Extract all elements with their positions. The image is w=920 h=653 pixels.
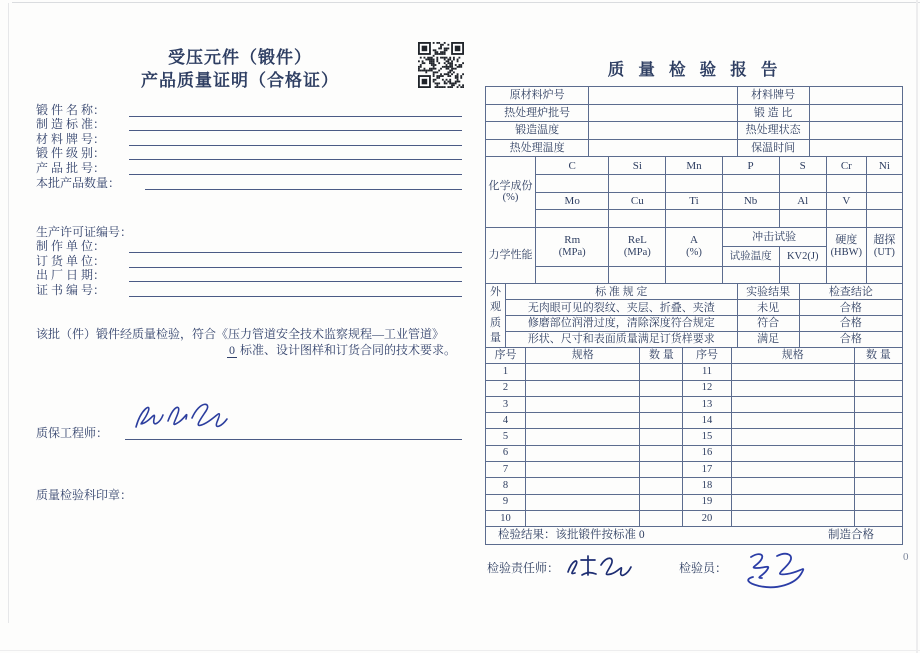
blank-cell — [640, 364, 683, 380]
serial-number: 11 — [683, 364, 731, 380]
blank-cell — [526, 429, 640, 445]
seal-label: 质量检验科印章： — [36, 488, 133, 502]
appearance-row — [486, 332, 903, 348]
blank-cell — [526, 413, 640, 429]
statement-line2-text: 标准、设计图样和订货合同的技术要求。 — [236, 342, 456, 357]
blank-cell — [731, 461, 854, 477]
serial-number: 20 — [683, 510, 731, 526]
field-row — [36, 239, 462, 254]
blank-cell — [536, 266, 609, 284]
field-row — [36, 268, 462, 283]
field-label: 出 厂 日 期： — [36, 268, 106, 283]
appearance-standard: 形状、尺寸和表面质量满足订货样要求 — [506, 332, 738, 348]
qa-engineer-label: 质保工程师： — [36, 426, 109, 440]
blank-cell — [826, 210, 866, 228]
chem-element: P — [722, 157, 779, 175]
blank-cell — [854, 364, 902, 380]
blank-cell — [589, 87, 737, 105]
blank-cell — [854, 396, 902, 412]
manufacture-conclusion: 制造合格 — [828, 528, 874, 541]
chem-element: S — [779, 157, 826, 175]
blank-cell — [731, 494, 854, 510]
blank-cell — [866, 266, 902, 284]
blank-cell — [526, 461, 640, 477]
certificate-title — [30, 46, 450, 92]
chem-element: Mo — [536, 192, 609, 210]
mech-col-title: 硬度 — [835, 234, 858, 247]
impact-temp-header: 试验温度 — [722, 247, 779, 267]
blank-cell — [666, 266, 722, 284]
chem-element: Ti — [666, 192, 722, 210]
qr-code-icon — [418, 42, 464, 88]
serial-col-header: 序号 — [683, 347, 731, 363]
chemistry-value-row — [486, 210, 903, 228]
field-row — [36, 146, 462, 161]
serial-header-row — [486, 347, 903, 363]
blank-cell — [854, 413, 902, 429]
chemistry-label-unit: (%) — [502, 192, 519, 204]
blank-cell — [809, 87, 902, 105]
serial-number: 12 — [683, 380, 731, 396]
chem-element: V — [826, 192, 866, 210]
vertical-label-char: 外 — [490, 285, 502, 298]
info-label: 保温时间 — [737, 139, 809, 157]
blank-cell — [640, 429, 683, 445]
info-row — [486, 87, 903, 105]
appearance-header-row — [486, 284, 903, 300]
stray-scan-mark: 0 — [903, 551, 909, 563]
serial-number: 17 — [683, 461, 731, 477]
blank-cell — [589, 139, 737, 157]
blank-cell — [722, 174, 779, 192]
vertical-label-char: 质 — [490, 316, 502, 329]
blank-cell — [731, 380, 854, 396]
field-label: 制 作 单 位： — [36, 239, 106, 254]
appearance-std-header: 标 准 规 定 — [506, 284, 738, 300]
serial-number: 8 — [486, 478, 526, 494]
impact-test-header: 冲击试验 — [722, 227, 826, 247]
blank-cell — [526, 396, 640, 412]
field-row — [36, 102, 462, 117]
blank-cell — [526, 445, 640, 461]
serial-number: 6 — [486, 445, 526, 461]
field-label: 制 造 标 准： — [36, 117, 106, 132]
field-blank-line — [129, 118, 462, 131]
info-row — [486, 122, 903, 140]
conformity-statement — [36, 327, 460, 359]
report-title: 质 量 检 验 报 告 — [607, 60, 783, 79]
vertical-label-char: 量 — [490, 332, 502, 345]
field-blank-line — [129, 284, 462, 297]
blank-cell — [826, 174, 866, 192]
mech-col-title: Rm — [564, 234, 581, 247]
qa-engineer-row — [36, 414, 462, 440]
field-row — [36, 253, 462, 268]
appearance-row — [486, 300, 903, 316]
blank-cell — [731, 478, 854, 494]
scan-edge — [8, 3, 9, 623]
blank-cell — [526, 494, 640, 510]
inspector-label: 检验责任师： — [487, 561, 560, 575]
mech-col-title: A — [689, 234, 698, 247]
appearance-standard: 无肉眼可见的裂纹、夹层、折叠、夹渣 — [506, 300, 738, 316]
inspection-result-text: 检验结果：该批锻件按标准 0 — [498, 528, 645, 541]
serial-col-header: 序号 — [486, 347, 526, 363]
blank-cell — [779, 174, 826, 192]
blank-cell — [779, 210, 826, 228]
appearance-section-label — [486, 284, 506, 348]
mech-col-unit: (MPa) — [623, 246, 651, 258]
mechanical-value-row — [486, 266, 903, 284]
blank-cell — [640, 413, 683, 429]
appearance-conclusion-header: 检查结论 — [799, 284, 902, 300]
serial-number: 14 — [683, 413, 731, 429]
info-label: 热处理炉批号 — [486, 104, 589, 122]
info-label: 热处理状态 — [737, 122, 809, 140]
blank-cell — [640, 494, 683, 510]
blank-cell — [640, 445, 683, 461]
blank-cell — [866, 174, 902, 192]
field-row — [36, 160, 462, 175]
serial-number: 10 — [486, 510, 526, 526]
mech-col-unit: (HBW) — [830, 246, 863, 258]
field-blank-line — [129, 104, 462, 117]
appearance-standard: 修磨部位润滑过度，清除深度符合规定 — [506, 316, 738, 332]
serial-number: 1 — [486, 364, 526, 380]
serial-col-header: 数 量 — [854, 347, 902, 363]
serial-row — [486, 364, 903, 380]
chem-element: Nb — [722, 192, 779, 210]
blank-cell — [536, 174, 609, 192]
chemistry-section-label — [486, 157, 536, 227]
blank-cell — [731, 364, 854, 380]
result-table — [485, 526, 903, 545]
forging-fields-group — [36, 102, 462, 190]
maker-fields-group — [36, 224, 462, 297]
blank-cell — [854, 380, 902, 396]
field-row — [36, 117, 462, 132]
mech-col-ut — [866, 227, 902, 266]
blank-cell — [809, 104, 902, 122]
serial-row — [486, 461, 903, 477]
mechanical-section-label: 力学性能 — [486, 227, 536, 284]
serial-row — [486, 510, 903, 526]
examiner-signature — [735, 549, 835, 595]
blank-cell — [640, 461, 683, 477]
appearance-conclusion: 合格 — [799, 300, 902, 316]
serial-row — [486, 413, 903, 429]
chemistry-label-text: 化学成份 — [488, 179, 533, 192]
scan-edge — [12, 2, 920, 3]
info-label: 锻造温度 — [486, 122, 589, 140]
chemistry-header-row — [486, 157, 903, 175]
appearance-result: 符合 — [737, 316, 799, 332]
mech-col-rel — [609, 227, 666, 266]
field-label: 锻 件 级 别： — [36, 146, 106, 161]
serial-row — [486, 478, 903, 494]
mech-col-a — [666, 227, 722, 266]
blank-cell — [526, 478, 640, 494]
serial-row — [486, 445, 903, 461]
appearance-quality-table — [485, 283, 903, 348]
field-blank-line — [129, 133, 462, 146]
serial-row — [486, 494, 903, 510]
serial-number: 5 — [486, 429, 526, 445]
statement-line1: 该批（件）锻件经质量检验，符合《压力管道安全技术监察规程—工业管道》 — [36, 327, 445, 341]
serial-number: 19 — [683, 494, 731, 510]
field-label: 订 货 单 位： — [36, 253, 106, 268]
mech-col-rm — [536, 227, 609, 266]
serial-row — [486, 396, 903, 412]
chem-element: Mn — [666, 157, 722, 175]
blank-cell — [589, 122, 737, 140]
serial-number: 2 — [486, 380, 526, 396]
chem-element — [866, 192, 902, 210]
chem-element: Si — [609, 157, 666, 175]
blank-cell — [731, 429, 854, 445]
blank-cell — [854, 494, 902, 510]
serial-number: 16 — [683, 445, 731, 461]
scan-edge — [0, 650, 920, 651]
blank-cell — [609, 174, 666, 192]
examiner-label: 检验员： — [679, 561, 728, 575]
blank-cell — [809, 139, 902, 157]
appearance-result-header: 实验结果 — [737, 284, 799, 300]
field-label: 产 品 批 号： — [36, 160, 106, 175]
report-footer — [487, 549, 907, 599]
blank-cell — [640, 478, 683, 494]
blank-cell — [809, 122, 902, 140]
blank-cell — [854, 429, 902, 445]
field-label: 材 料 牌 号： — [36, 131, 106, 146]
serial-row — [486, 380, 903, 396]
report-tables — [485, 86, 905, 545]
serial-row — [486, 429, 903, 445]
blank-cell — [526, 510, 640, 526]
field-row — [36, 224, 462, 239]
info-row — [486, 104, 903, 122]
field-label: 证 书 编 号： — [36, 282, 106, 297]
certificate-title-line2: 产品质量证明（合格证） — [141, 71, 339, 90]
mech-col-title: ReL — [627, 234, 647, 247]
blank-cell — [854, 461, 902, 477]
mechanical-header-row — [486, 227, 903, 247]
serial-number: 3 — [486, 396, 526, 412]
mech-col-unit: (%) — [686, 246, 702, 258]
blank-cell — [722, 210, 779, 228]
info-label: 原材料炉号 — [486, 87, 589, 105]
chem-element: Cu — [609, 192, 666, 210]
info-label: 材料牌号 — [737, 87, 809, 105]
serial-col-header: 数 量 — [640, 347, 683, 363]
appearance-result: 满足 — [737, 332, 799, 348]
serial-number: 13 — [683, 396, 731, 412]
appearance-row — [486, 316, 903, 332]
result-row — [486, 527, 903, 545]
field-blank-line — [129, 240, 462, 253]
mech-col-unit: (MPa) — [558, 246, 586, 258]
serial-spec-table — [485, 347, 903, 527]
blank-cell — [526, 364, 640, 380]
field-label: 生产许可证编号： — [36, 224, 133, 239]
serial-number: 9 — [486, 494, 526, 510]
field-row — [36, 175, 462, 190]
blank-cell — [609, 210, 666, 228]
serial-number: 15 — [683, 429, 731, 445]
scan-edge — [916, 0, 918, 653]
serial-number: 7 — [486, 461, 526, 477]
field-blank-line — [129, 147, 462, 160]
mech-col-title: 超探 — [873, 234, 896, 247]
chemistry-header-row — [486, 192, 903, 210]
info-label: 热处理温度 — [486, 139, 589, 157]
qa-engineer-signature — [128, 395, 238, 439]
certificate-title-line1: 受压元件（锻件） — [168, 48, 312, 67]
blank-cell — [536, 210, 609, 228]
appearance-result: 未见 — [737, 300, 799, 316]
field-label: 锻 件 名 称： — [36, 102, 106, 117]
blank-cell — [640, 396, 683, 412]
vertical-label-char: 观 — [490, 301, 502, 314]
blank-cell — [731, 396, 854, 412]
chemistry-mechanical-table — [485, 156, 903, 284]
chem-element: C — [536, 157, 609, 175]
chem-element: Ni — [866, 157, 902, 175]
serial-col-header: 规格 — [731, 347, 854, 363]
chem-element: Cr — [826, 157, 866, 175]
chem-element: Al — [779, 192, 826, 210]
field-row — [36, 282, 462, 297]
appearance-conclusion: 合格 — [799, 316, 902, 332]
blank-cell — [731, 445, 854, 461]
blank-cell — [589, 104, 737, 122]
statement-standard-number: 0 — [228, 342, 235, 357]
serial-number: 18 — [683, 478, 731, 494]
blank-cell — [526, 380, 640, 396]
mech-col-unit: (UT) — [873, 246, 895, 258]
serial-col-header: 规格 — [526, 347, 640, 363]
blank-cell — [722, 266, 779, 284]
blank-cell — [731, 510, 854, 526]
field-blank-line — [129, 255, 462, 268]
info-table — [485, 86, 903, 157]
info-label: 锻 造 比 — [737, 104, 809, 122]
field-row — [36, 131, 462, 146]
serial-number: 4 — [486, 413, 526, 429]
blank-cell — [826, 266, 866, 284]
field-label: 本批产品数量： — [36, 175, 121, 190]
blank-cell — [731, 413, 854, 429]
info-row — [486, 139, 903, 157]
impact-kv2-header: KV2(J) — [779, 247, 826, 267]
blank-cell — [640, 380, 683, 396]
mech-col-hardness — [826, 227, 866, 266]
field-blank-line — [129, 162, 462, 175]
blank-cell — [609, 266, 666, 284]
blank-cell — [666, 210, 722, 228]
blank-cell — [854, 510, 902, 526]
field-blank-line — [145, 177, 462, 190]
blank-cell — [640, 510, 683, 526]
appearance-conclusion: 合格 — [799, 332, 902, 348]
blank-cell — [666, 174, 722, 192]
blank-cell — [854, 478, 902, 494]
blank-cell — [779, 266, 826, 284]
field-blank-line — [129, 269, 462, 282]
chemistry-value-row — [486, 174, 903, 192]
statement-line2 — [36, 343, 460, 359]
blank-cell — [854, 445, 902, 461]
result-cell — [486, 527, 903, 545]
blank-cell — [866, 210, 902, 228]
inspector-signature — [563, 551, 641, 581]
